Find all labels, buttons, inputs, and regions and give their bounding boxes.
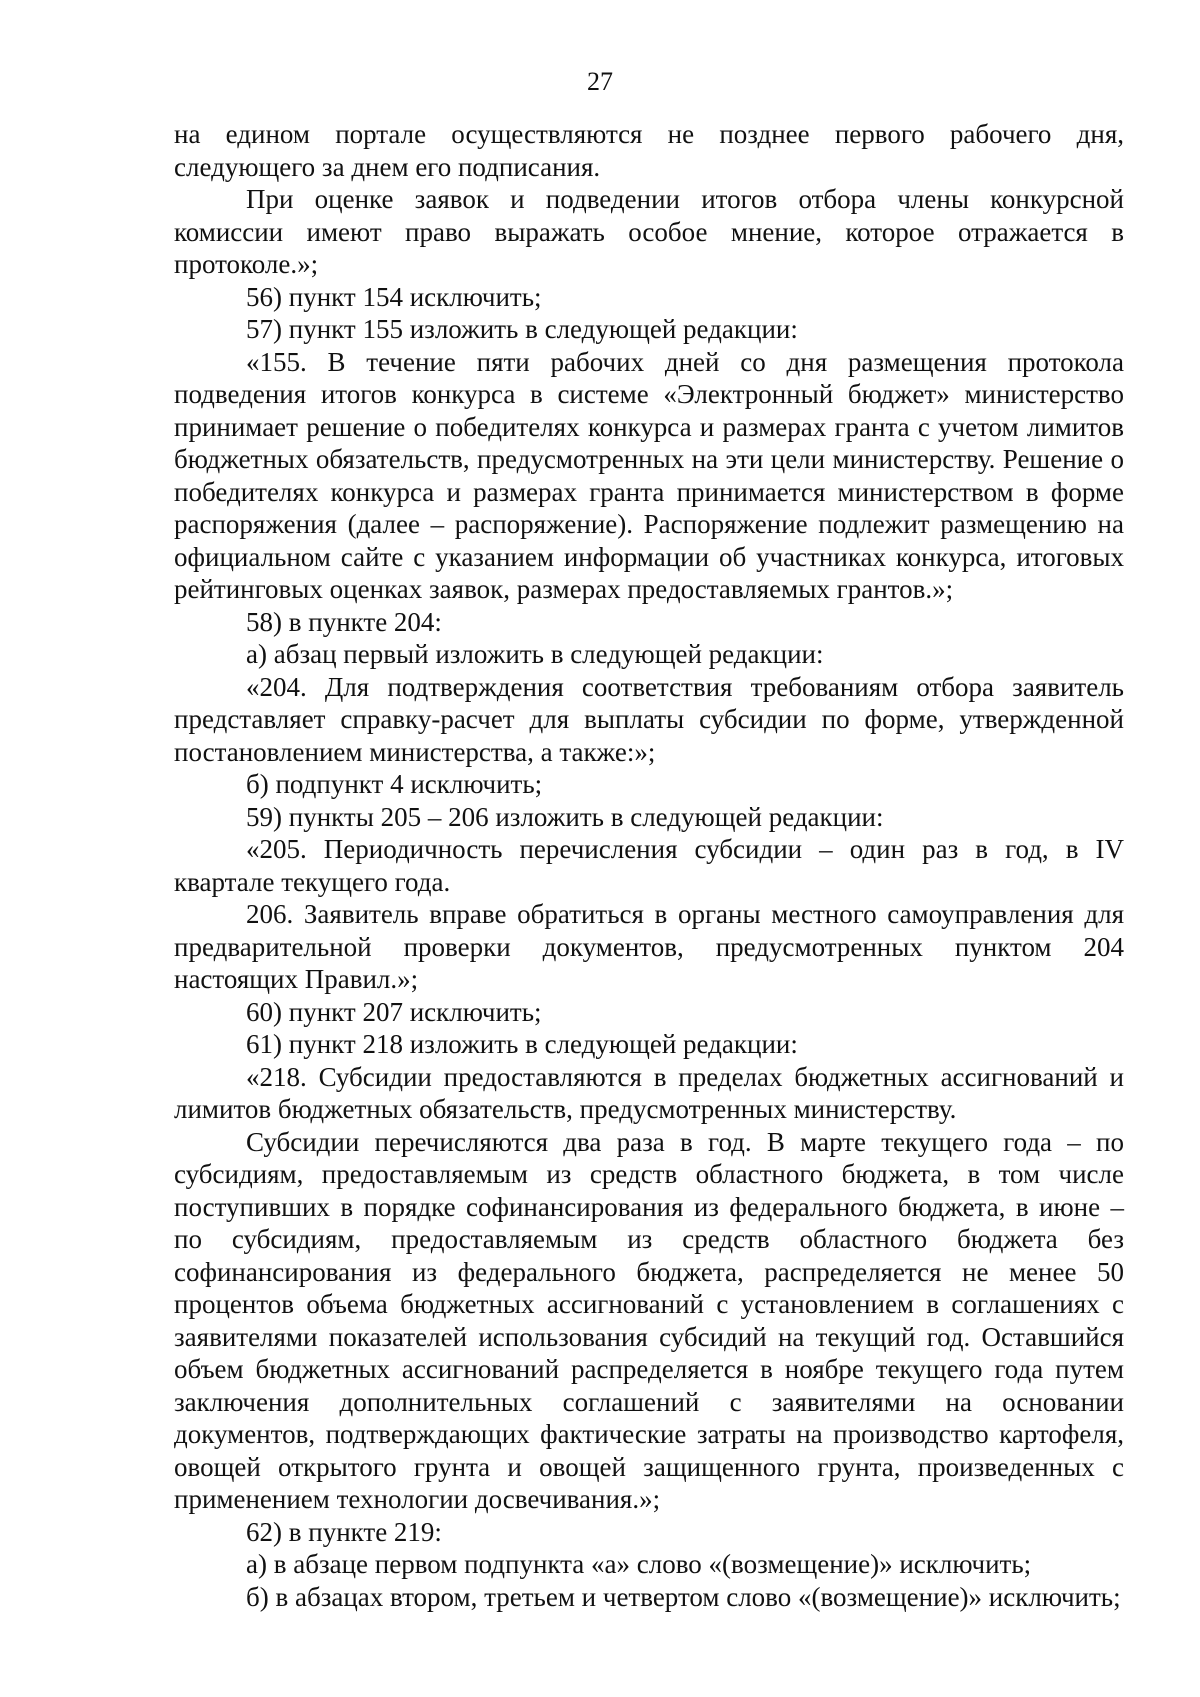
paragraph: Субсидии перечисляются два раза в год. В марте текущего года – по субсидиям, предоставляемым из средств областного бюджета, в том числе поступивших в порядке софинансирования из федерального бюджета, в июне – по субсидиям, предоставляемым из средств областного бюджета без софинансирования из федерального бюджета, распределяется не менее 50 процентов объема бюджетных ассигнований с установлением в соглашениях с заявителями показателей использования субсидий на текущий год. Оставшийся объем бюджетных ассигнований распределяется в ноябре текущего года путем заключения дополнительных соглашений с заявителями на основании документов, подтверждающих фактические затраты на производство картофеля, овощей открытого грунта и овощей защищенного грунта, произведенных с применением технологии досвечивания.»; [174,1126,1124,1514]
paragraph: 206. Заявитель вправе обратиться в органы местного самоуправления для предварительной проверки документов, предусмотренных пунктом 204 настоящих Правил.»; [174,899,1124,994]
paragraph: «155. В течение пяти рабочих дней со дня размещения протокола подведения итогов конкурса в системе «Электронный бюджет» министерство принимает решение о победителях конкурса и размерах гранта с учетом лимитов бюджетных обязательств, предусмотренных на эти цели министерству. Решение о победителях конкурса и размерах гранта принимается министерством в форме распоряжения (далее – распоряжение). Распоряжение подлежит размещению на официальном сайте с указанием информации об участниках конкурса, итоговых рейтинговых оценках заявок, размерах предоставляемых грантов.»; [174,346,1124,604]
paragraph: «204. Для подтверждения соответствия требованиям отбора заявитель представляет справку-расчет для выплаты субсидии по форме, утвержденной постановлением министерства, а также:»; [174,671,1124,767]
paragraph: 57) пункт 155 изложить в следующей редакции: [246,314,798,344]
page-number: 27 [587,67,613,96]
paragraph: 58) в пункте 204: [246,606,442,637]
paragraph: а) абзац первый изложить в следующей редакции: [246,639,824,669]
paragraph: б) в абзацах втором, третьем и четвертом слово «(возмещение)» исключить; [246,1581,1121,1612]
paragraph: а) в абзаце первом подпункта «а» слово «(возмещение)» исключить; [246,1549,1032,1579]
paragraph: на едином портале осуществляются не позднее первого рабочего дня, следующего за днем его подписания. [174,119,1124,182]
paragraph: б) подпункт 4 исключить; [246,769,543,799]
paragraph: При оценке заявок и подведении итогов отбора члены конкурсной комиссии имеют право выражать особое мнение, которое отражается в протоколе.»; [174,184,1124,279]
document-body [174,118,1124,1613]
paragraph: 62) в пункте 219: [246,1516,442,1547]
paragraph: 56) пункт 154 исключить; [246,281,542,312]
paragraph: 61) пункт 218 изложить в следующей редакции: [246,1029,798,1059]
paragraph: «205. Периодичность перечисления субсидии – один раз в год, в IV квартале текущего года. [174,834,1124,897]
paragraph: «218. Субсидии предоставляются в пределах бюджетных ассигнований и лимитов бюджетных обязательств, предусмотренных министерству. [174,1061,1124,1124]
paragraph: 60) пункт 207 исключить; [246,996,542,1027]
paragraph: 59) пункты 205 – 206 изложить в следующей редакции: [246,801,884,832]
